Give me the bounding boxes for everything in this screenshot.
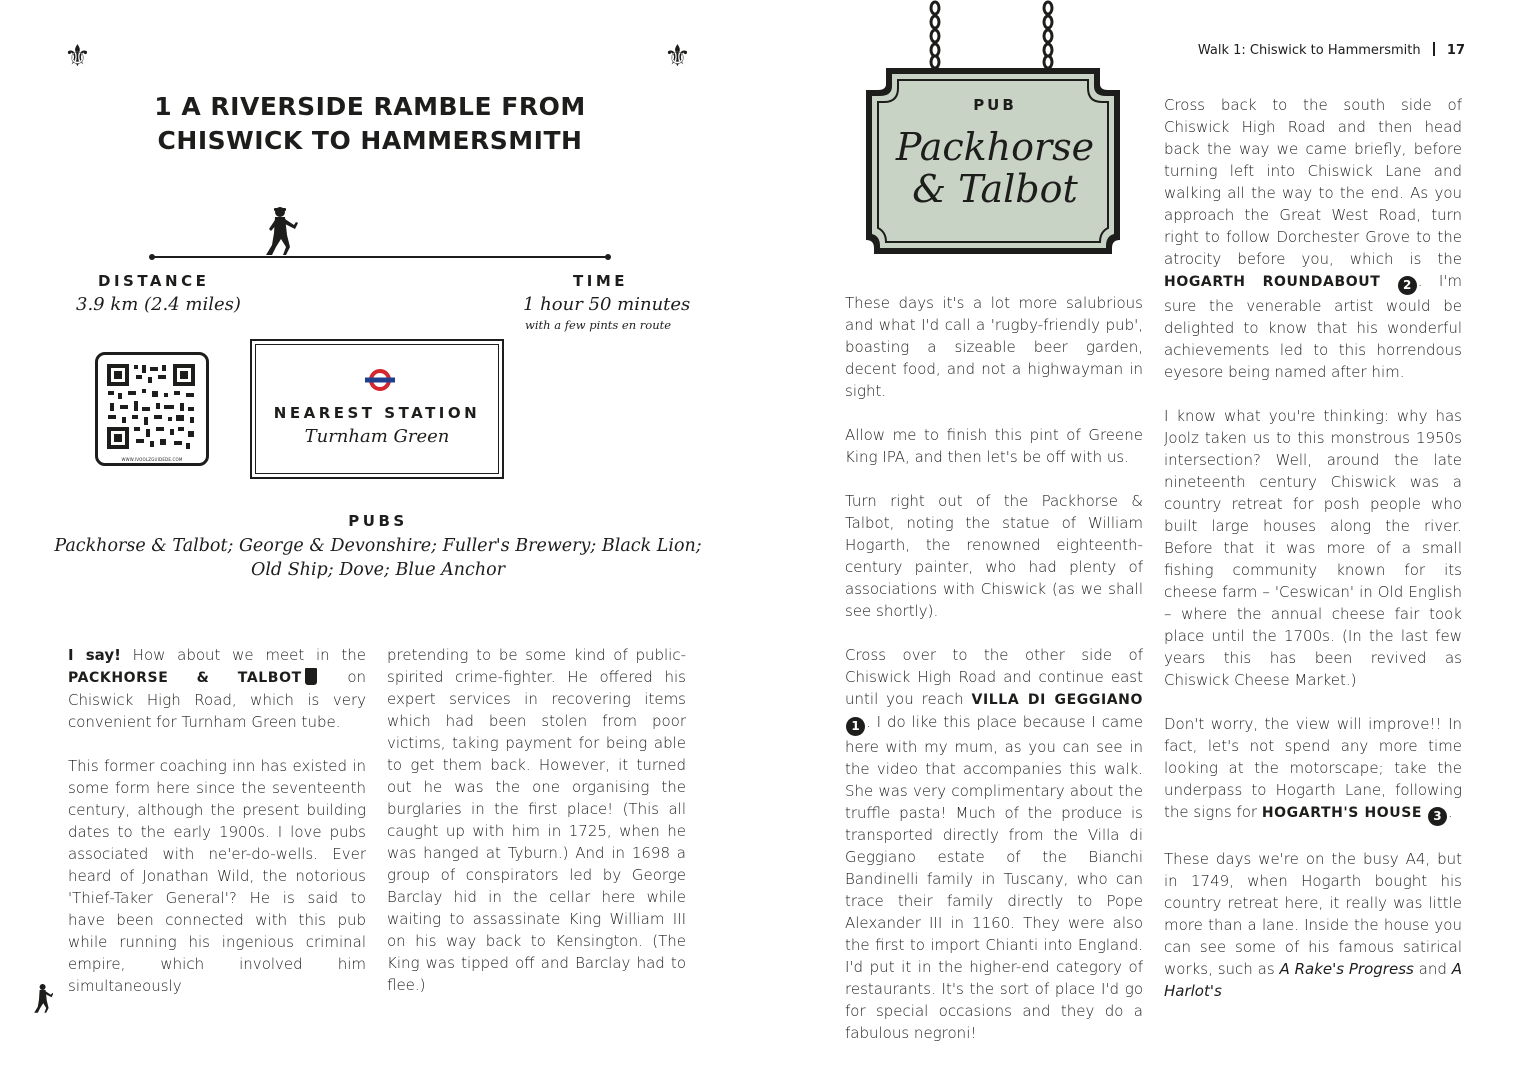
stop-2-badge: 2: [1398, 276, 1417, 295]
time-note: with a few pints en route: [525, 318, 672, 332]
underground-roundel-icon: [363, 368, 397, 392]
right-column-2: [1164, 94, 1462, 1024]
page-number: 17: [1446, 43, 1465, 58]
paragraph-greene-king: Allow me to finish this pint of Greene King IPA, and then let's be off with us.: [845, 426, 1143, 466]
villa-text-b: . I do like this place because I came here with my mum, as you can see in the video that accompanies this walk. She was very complimentary about the truffle pasta! Much of the produce is transported directly from the Villa di Geggiano estate of the Bianchi Bandinelli family in Tuscany, who can trace their family directly to Pope Alexander III in 1160. They were also the first to import Chianti into England. I'd put it in the higher-end category of restaurants. It's the sort of place I'd go for special occasions and they do a fabulous negroni!: [845, 713, 1143, 1042]
a4-text-a: These days we're on the busy A4, but in 1749, when Hogarth bought his country retreat here, it really was little more than a lane. Inside the house you can see some of his famous satirical works, such as: [1164, 850, 1462, 978]
walk-title: [120, 90, 620, 158]
station-name: Turnham Green: [304, 426, 450, 447]
paragraph-jonathan-wild: pretending to be some kind of public-spirited crime-fighter. He offered his expert services in recovering items which had been stolen from poor victims, taking payment for being able to get them back. However, it turned out he was the one organising the burglaries in the first place! (This all caught up with him in 1725, when he was hanged at Tyburn.) And in 1698 a group of conspirators led by George Barclay hid in the cellar here while waiting to assassinate King William III on his way back to Kensington. (The King was tipped off and Barclay had to flee.): [387, 646, 686, 994]
fleur-de-lis-icon: ⚜: [64, 39, 91, 74]
distance-value: 3.9 km (2.4 miles): [76, 294, 241, 315]
pint-glass-icon: [305, 668, 317, 685]
left-column-1: [68, 644, 366, 1019]
stop-1-badge: 1: [846, 717, 865, 736]
paragraph-turn-right: Turn right out of the Packhorse & Talbot, noting the statue of William Hogarth, the renowned eighteenth-century painter, who had plenty of associations with Chiswick (as we shall see shortly).: [845, 492, 1143, 620]
villa-text-a: Cross over to the other side of Chiswick High Road and continue east until you reach: [845, 646, 1143, 708]
work-rakes-progress: A Rake's Progress: [1279, 960, 1414, 978]
walker-footer-icon: [33, 984, 53, 1018]
qr-caption: WWW.IVOOLZGUIDEDE.COM: [121, 457, 183, 462]
fleur-de-lis-icon: ⚜: [664, 39, 691, 74]
stop-3-badge: 3: [1428, 807, 1447, 826]
paragraph-salubrious: These days it's a lot more salubrious and what I'd call a 'rugby-friendly pub', boasting a sizeable beer garden, decent food, and not a highwayman in sight.: [845, 294, 1143, 400]
pubs-line-1: Packhorse & Talbot; George & Devonshire; Fuller's Brewery; Black Lion;: [54, 536, 702, 556]
underpass-text-b: .: [1447, 803, 1453, 821]
roundabout-text-a: Cross back to the south side of Chiswick High Road and then head back the way we came briefly, before turning left into Chiswick Lane and walking all the way to the end. As you approach the Great West Road, turn right to follow Dorchester Grove to the atrocity before you, which is the: [1164, 96, 1462, 268]
running-header-text: Walk 1: Chiswick to Hammersmith: [1197, 43, 1421, 58]
intro-text-b: on Chiswick High Road, which is very convenient for Turnham Green tube.: [68, 668, 367, 731]
left-column-2: [387, 644, 686, 1018]
walker-icon: [266, 207, 298, 255]
pubs-list: [0, 534, 756, 582]
underpass-text-a: Don't worry, the view will improve!! In fact, let's not spend any more time looking at the motorscape; take the underpass to Hogarth Lane, following the signs for: [1164, 715, 1462, 821]
sign-line-2: & Talbot: [912, 167, 1078, 211]
header-divider: [1433, 42, 1435, 56]
distance-label: DISTANCE: [98, 272, 210, 290]
work-harlots: A Harlot's: [1164, 960, 1462, 1000]
roundabout-text-b: . I'm sure the venerable artist would be delighted to know that his wonderful achievements led to this horrendous eyesore being named after him.: [1164, 272, 1462, 381]
nearest-station-box: [250, 339, 504, 479]
sign-line-1: Packhorse: [895, 125, 1095, 169]
place-hogarths-house: HOGARTH'S HOUSE: [1261, 805, 1423, 821]
place-villa-di-geggiano: VILLA DI GEGGIANO: [971, 692, 1144, 708]
title-line-2: CHISWICK TO HAMMERSMITH: [157, 126, 583, 155]
intro-exclamation: I say!: [68, 646, 121, 664]
place-hogarth-roundabout: HOGARTH ROUNDABOUT: [1164, 274, 1381, 290]
qr-code[interactable]: [95, 352, 209, 466]
sign-pub-name: [864, 126, 1126, 210]
time-label: TIME: [573, 272, 628, 290]
pubs-label: PUBS: [348, 512, 408, 530]
sign-pub-label: PUB: [973, 96, 1017, 114]
time-value: 1 hour 50 minutes: [523, 294, 691, 315]
chain-icon: [931, 2, 1052, 68]
qr-pattern-icon: [98, 355, 206, 463]
pubs-line-2: Old Ship; Dove; Blue Anchor: [250, 560, 506, 580]
route-line: [148, 205, 614, 265]
pub-name-packhorse: PACKHORSE & TALBOT: [68, 670, 302, 686]
paragraph-why-joolz: I know what you're thinking: why has Joolz taken us to this monstrous 1950s intersection? Well, around the late nineteenth century Chiswick was a country retreat for posh people who built large houses along the river. Before that it was more of a small fishing community known for its cheese farm – 'Ceswican' in Old English – where the annual cheese fair took place until the 1700s. (In the last few years this has been revived as Chiswick Cheese Market.): [1164, 407, 1462, 689]
a4-text-mid: and: [1413, 960, 1452, 978]
intro-text-a: How about we meet in the: [120, 646, 366, 664]
station-label: NEAREST STATION: [273, 404, 481, 422]
running-header: [1198, 42, 1465, 58]
right-column-1: [845, 292, 1143, 1066]
title-line-1: 1 A RIVERSIDE RAMBLE FROM: [154, 92, 586, 121]
paragraph-coaching-inn: This former coaching inn has existed in some form here since the seventeenth century, although the present building dates to the early 1900s. I love pubs associated with ne'er-do-wells. Ever heard of Jonathan Wild, the notorious 'Thief-Taker General'? He is said to have been connected with this pub while running his ingenious criminal empire, which involved him simultaneously: [68, 757, 366, 995]
